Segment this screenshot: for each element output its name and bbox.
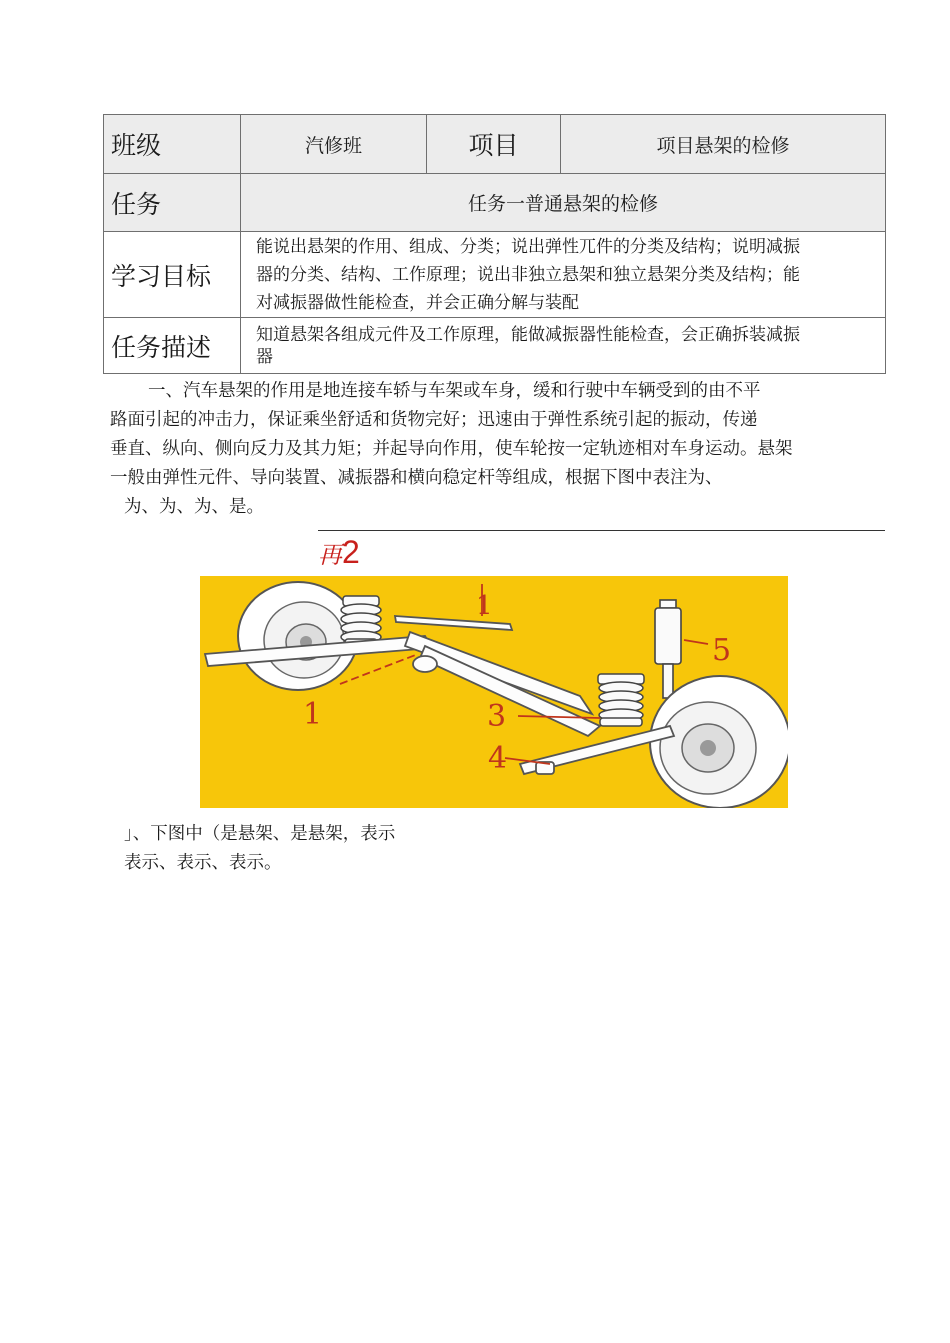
right-wheel-drawing bbox=[650, 676, 788, 808]
callout-number: 4 bbox=[488, 741, 508, 776]
class-label: 班级 bbox=[104, 115, 241, 174]
callout-number: 1 bbox=[476, 591, 493, 621]
goal-line: 能说出悬架的作用、组成、分类；说出弹性兀件的分类及结构；说明减振 bbox=[256, 236, 800, 257]
divider-line bbox=[318, 530, 885, 531]
callout-number: 1 bbox=[303, 697, 323, 732]
body-line: 一、汽车悬架的作用是地连接车轿与车架或车身，缓和行驶中车辆受到的由不平 bbox=[148, 381, 761, 401]
class-value: 汽修班 bbox=[241, 115, 427, 174]
body-line: 垂直、纵向、侧向反力及其力矩；并起导向作用，使车轮按一定轨迹相对车身运动。悬架 bbox=[110, 439, 793, 459]
figure-label: 再2 bbox=[318, 534, 360, 570]
info-table bbox=[103, 114, 886, 374]
table-row bbox=[104, 318, 886, 374]
table-row bbox=[104, 174, 886, 232]
table-row bbox=[104, 232, 886, 318]
desc-label: 任务描述 bbox=[104, 318, 241, 374]
task-value: 任务一普通悬架的检修 bbox=[241, 174, 886, 232]
body-line: 一般由弹性元件、导向装置、减振器和横向稳定杆等组成，根据下图中表注为、 bbox=[110, 468, 723, 488]
left-wheel-drawing bbox=[238, 582, 358, 690]
table-row bbox=[104, 115, 886, 174]
desc-line: 知道悬架各组成元件及工作原理，能做减振器性能检查，会正确拆装减振 bbox=[256, 324, 800, 345]
body-line: 为、为、为、是。 bbox=[124, 497, 264, 517]
goal-line: 对减振器做性能检查，并会正确分解与装配 bbox=[256, 292, 579, 313]
callout-number: 3 bbox=[487, 699, 507, 734]
callout-number: 5 bbox=[712, 633, 732, 668]
body-line: 表示、表示、表示。 bbox=[124, 853, 282, 873]
body-line: 」、下图中（是悬架、是悬架，表示 bbox=[124, 824, 396, 844]
goal-line: 器的分类、结构、工作原理；说出非独立悬架和独立悬架分类及结构；能 bbox=[256, 264, 800, 285]
project-value: 项目悬架的检修 bbox=[561, 115, 886, 174]
goal-label: 学习目标 bbox=[104, 232, 241, 318]
desc-line: 器 bbox=[256, 346, 273, 367]
task-label: 任务 bbox=[104, 174, 241, 232]
suspension-figure bbox=[200, 576, 788, 808]
goal-text bbox=[241, 232, 886, 318]
right-coil-spring-drawing bbox=[598, 674, 644, 726]
project-label: 项目 bbox=[427, 115, 561, 174]
desc-text bbox=[241, 318, 886, 374]
body-line: 路面引起的冲击力，保证乘坐舒适和货物完好；迅速由于弹性系统引起的振动，传递 bbox=[110, 410, 758, 430]
